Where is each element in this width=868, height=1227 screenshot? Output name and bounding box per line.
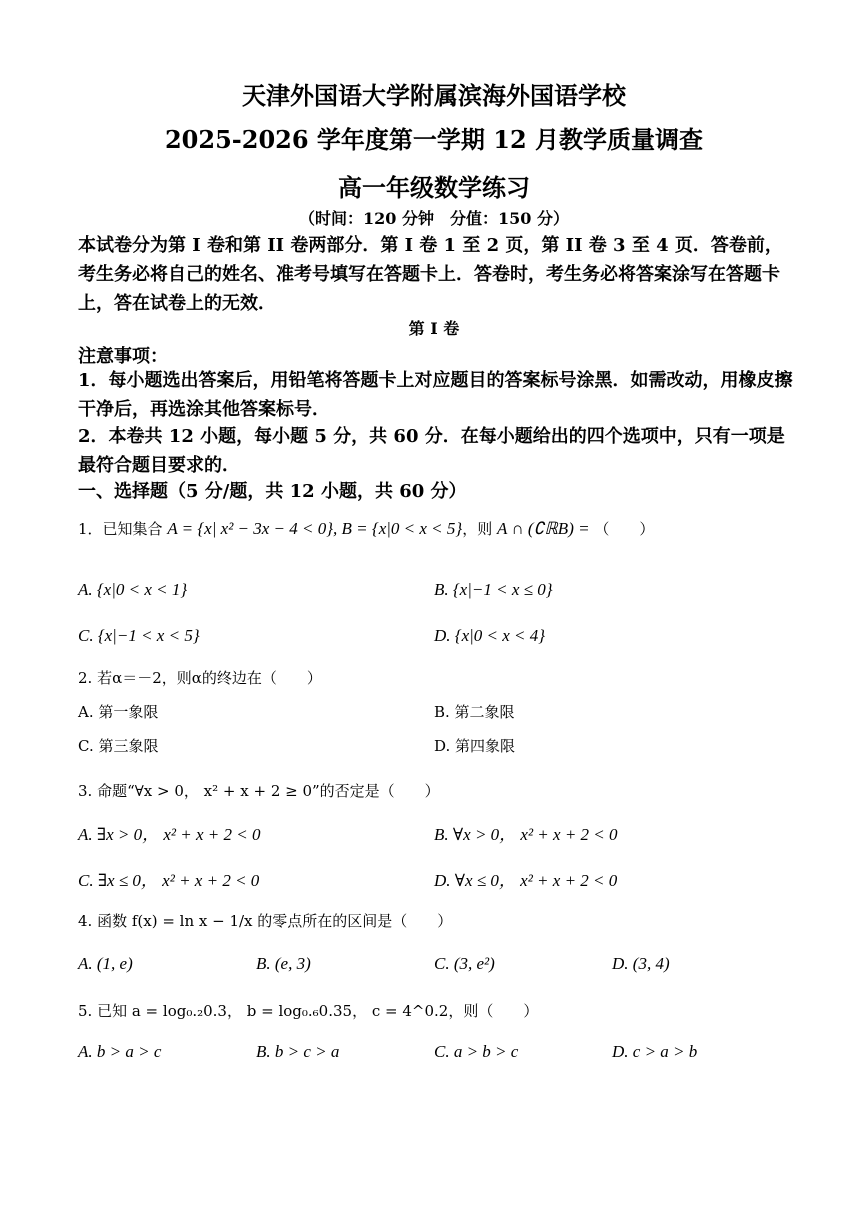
- q1-option-b: B. {x|−1 < x ≤ 0}: [434, 580, 553, 599]
- q2-option-c: C. 第三象限: [78, 737, 159, 755]
- q5-option-c: C. a > b > c: [434, 1042, 519, 1061]
- q1-option-c: C. {x|−1 < x < 5}: [78, 626, 200, 645]
- q5-option-a: A. b > a > c: [78, 1042, 162, 1061]
- subject-title: 高一年级数学练习: [338, 173, 530, 202]
- q4-option-c: C. (3, e²): [434, 954, 495, 973]
- question-1-stem: [78, 518, 654, 539]
- q1-math: A = {x| x² − 3x − 4 < 0}, B = {x|0 < x < 5}: [167, 519, 463, 538]
- school-title: 天津外国语大学附属滨海外国语学校: [242, 81, 626, 110]
- q2-option-b: B. 第二象限: [434, 703, 515, 721]
- q1-suffix: （ ）: [594, 520, 655, 538]
- q5-option-b: B. b > c > a: [256, 1042, 340, 1061]
- q3-option-c: C. ∃x ≤ 0， x² + x + 2 < 0: [78, 871, 260, 890]
- section-title: 一、选择题（5 分/题，共 12 小题，共 60 分）: [78, 481, 467, 502]
- time-score: （时间：120 分钟 分值：150 分）: [299, 209, 569, 228]
- q1-option-d: D. {x|0 < x < 4}: [434, 626, 546, 645]
- intro-paragraph: 本试卷分为第 I 卷和第 II 卷两部分．第 I 卷 1 至 2 页，第 II 卷 3 至 4 页．答卷前，考生务必将自己的姓名、准考号填写在答题卡上．答卷时，考生务必将答案涂写在答题卡上，答在试卷上的无效．: [78, 235, 783, 314]
- q4-option-d: D. (3, 4): [612, 954, 670, 973]
- q3-option-d: D. ∀x ≤ 0， x² + x + 2 < 0: [434, 871, 618, 890]
- notice-item-2: 2．本卷共 12 小题，每小题 5 分，共 60 分．在每小题给出的四个选项中，只有一项是最符合题目要求的．: [78, 426, 785, 476]
- question-5-stem: 5. 已知 a = log₀.₂0.3， b = log₀.₆0.35， c = 4^0.2，则（ ）: [78, 1002, 539, 1020]
- question-4-stem: 4. 函数 f(x) = ln x − 1/x 的零点所在的区间是（ ）: [78, 912, 453, 930]
- q1-option-a: A. {x|0 < x < 1}: [78, 580, 188, 599]
- q1-prefix: 1．已知集合: [78, 520, 163, 538]
- notice-heading: 注意事项：: [78, 346, 168, 367]
- question-3-stem: 3. 命题“∀x > 0， x² + x + 2 ≥ 0”的否定是（ ）: [78, 782, 440, 800]
- exam-title: 2025-2026 学年度第一学期 12 月教学质量调查: [164, 125, 704, 154]
- volume-title: 第 I 卷: [408, 319, 460, 338]
- q3-option-b: B. ∀x > 0， x² + x + 2 < 0: [434, 825, 618, 844]
- q3-option-a: A. ∃x > 0， x² + x + 2 < 0: [78, 825, 261, 844]
- q1-math2: A ∩ (∁ℝB) =: [497, 519, 590, 538]
- q2-option-a: A. 第一象限: [78, 703, 159, 721]
- q4-option-a: A. (1, e): [78, 954, 133, 973]
- q5-option-d: D. c > a > b: [612, 1042, 698, 1061]
- q4-option-b: B. (e, 3): [256, 954, 311, 973]
- q2-option-d: D. 第四象限: [434, 737, 516, 755]
- notice-item-1: 1．每小题选出答案后，用铅笔将答题卡上对应题目的答案标号涂黑．如需改动，用橡皮擦干净后，再选涂其他答案标号．: [78, 370, 793, 420]
- question-2-stem: 2. 若α＝－2，则α的终边在（ ）: [78, 669, 322, 687]
- q1-mid: ，则: [462, 520, 493, 538]
